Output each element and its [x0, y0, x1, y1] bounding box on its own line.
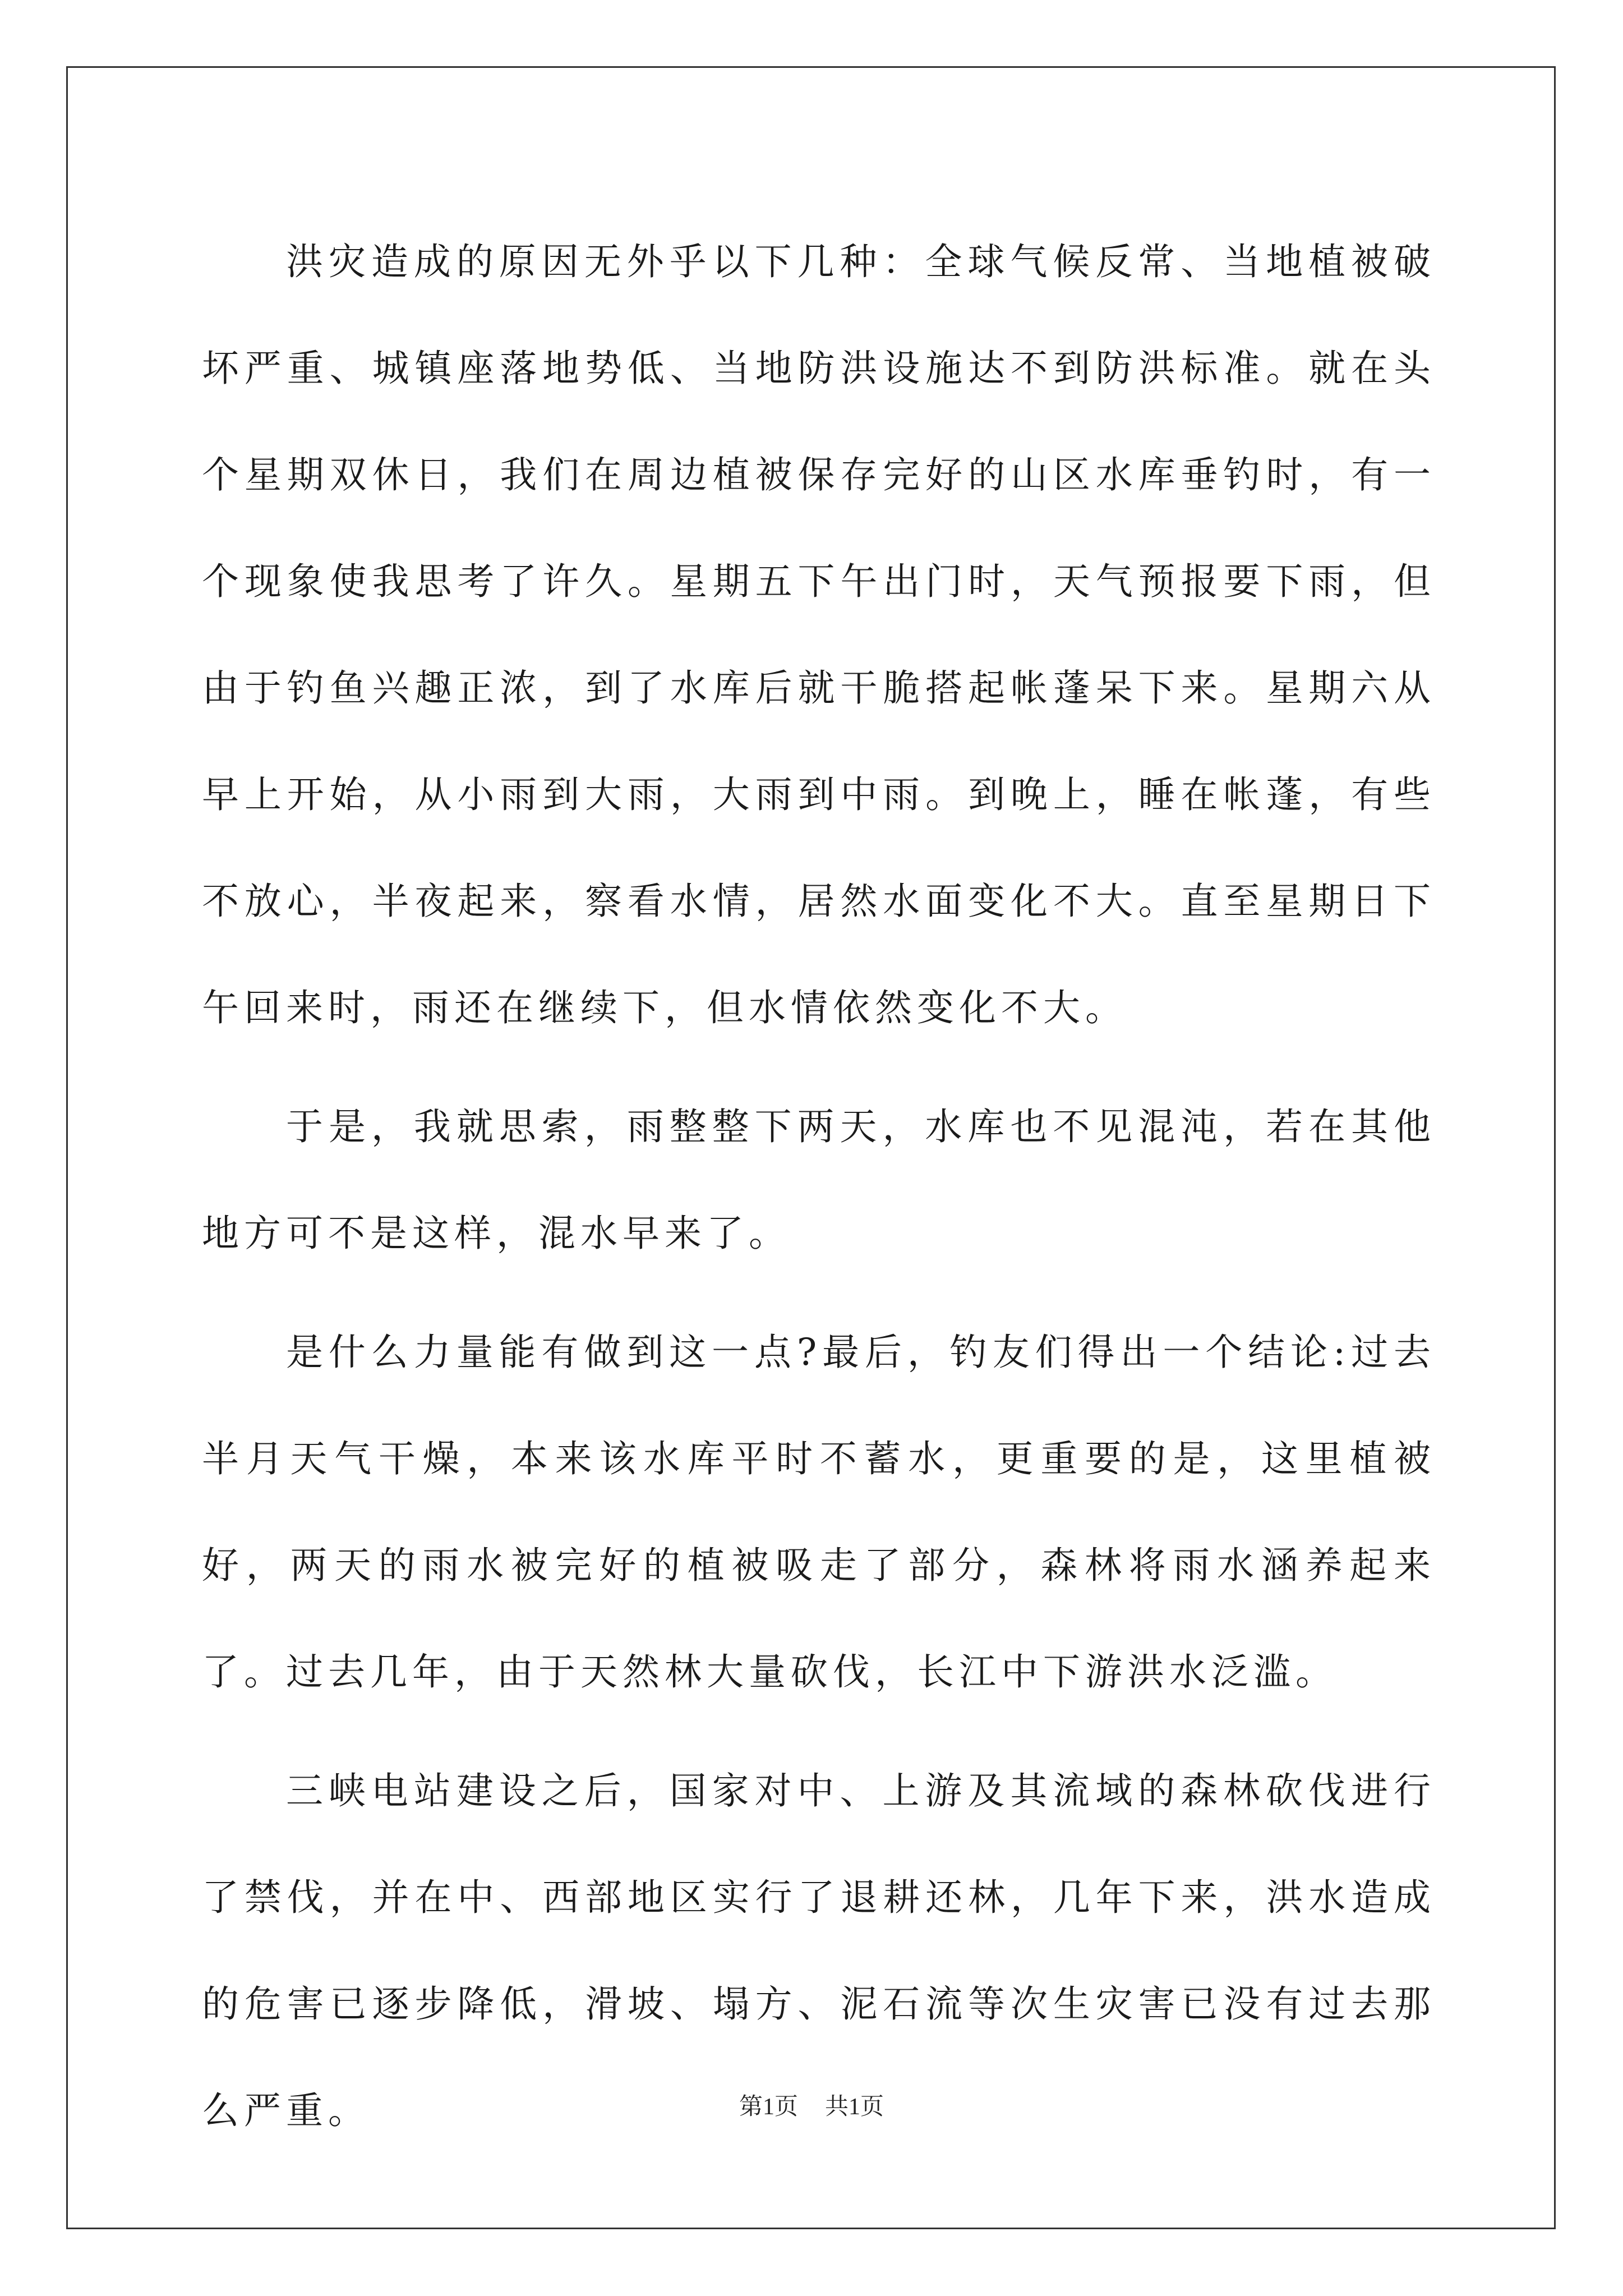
paragraph-1: 洪灾造成的原因无外乎以下几种：全球气候反常、当地植被破坏严重、城镇座落地势低、当地防洪设施达不到防洪标准。就在头个星期双休日，我们在周边植被保存完好的山区水库垂钓时，有一个现象使我思考了许久。星期五下午出门时，天气预报要下雨，但由于钓鱼兴趣正浓，到了水库后就干脆搭起帐蓬呆下来。星期六从早上开始，从小雨到大雨，大雨到中雨。到晚上，睡在帐蓬，有些不放心，半夜起来，察看水情，居然水面变化不大。直至星期日下午回来时，雨还在继续下，但水情依然变化不大。 [202, 240, 1436, 1029]
paragraph-3: 是什么力量能有做到这一点?最后，钓友们得出一个结论:过去半月天气干燥，本来该水库平时不蓄水，更重要的是，这里植被好，两天的雨水被完好的植被吸走了部分，森林将雨水涵养起来了。过去几年，由于天然林大量砍伐，长江中下游洪水泛滥。 [202, 1331, 1436, 1694]
page-footer [0, 2088, 1623, 2122]
paragraph-2: 于是，我就思索，雨整整下两天，水库也不见混沌，若在其他地方可不是这样，混水早来了。 [202, 1105, 1436, 1255]
paragraph-4: 三峡电站建设之后，国家对中、上游及其流域的森林砍伐进行了禁伐，并在中、西部地区实行了退耕还林，几年下来，洪水造成的危害已逐步降低，滑坡、塌方、泥石流等次生灾害已没有过去那么严重。 [202, 1769, 1436, 2132]
page-number: 第1页 [739, 2094, 798, 2120]
page-total: 共1页 [825, 2094, 884, 2120]
document-body [202, 209, 1436, 2177]
